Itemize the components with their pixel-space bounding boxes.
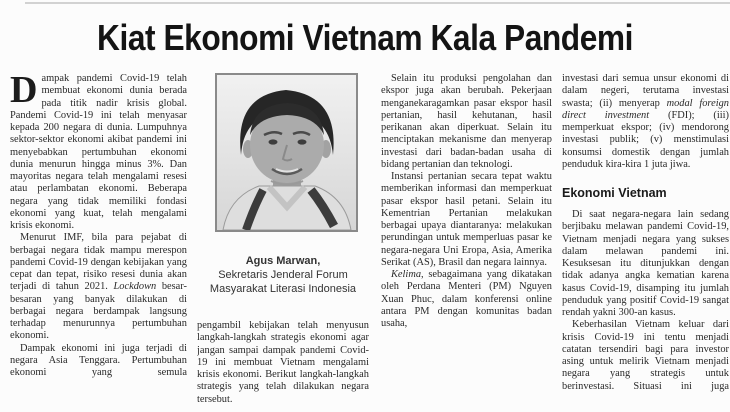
text-run: Keberhasilan Vietnam keluar dari krisis Covid-19 ini tentu menjadi catatan tersendiri bagi para investor asing untuk melirik Vietnam menjadi negara yang strategis untuk berinvestasi. Situasi ini juga bbox=[562, 319, 729, 392]
text-run: (FDI); (iii) memperkuat ekspor; (iv) mendorong investasi publik; (v) menstimulasi konsumsi domestik dengan jumlah penduduk kira-kira 1 juta jiwa. bbox=[562, 109, 729, 170]
author-photo-block bbox=[197, 73, 369, 296]
italic-text-run: Kelima bbox=[391, 269, 422, 280]
article-column-2 bbox=[197, 68, 369, 412]
section-heading: Ekonomi Vietnam bbox=[562, 186, 667, 200]
text-run: pengambil kebijakan telah menyusun langkah-langkah strategis ekonomi agar jangan sampai dampak pandemi Covid-19 ini membuat Vietnam mengalami krisis ekonomi. Berikut langkah-langkah strategis yang telah dilakukan negara tersebut. bbox=[197, 320, 369, 405]
article-column-4 bbox=[562, 68, 729, 412]
text-run: ampak pandemi Covid-19 telah membuat ekonomi dunia berada pada titik nadir krisis global. Pandemi Covid-19 ini telah menyasar kepada 200 negara di dunia. Lumpuhnya sektor-sektor ekonomi akibat pandemi ini menyebabkan pertumbuhan ekonomi dunia menurun hingga minus 3%. Dan mayoritas negara telah mengalami resesi atau perlambatan ekonomi. Beberapa negara yang tidak memiliki fondasi ekonomi yang kuat, telah mengalami krisis ekonomi. bbox=[10, 73, 187, 231]
text-run: , sebagaimana yang dikatakan oleh Perdana Menteri (PM) Nguyen Xuan Phuc, dalam konferensi online antara PM dengan komunitas badan usaha, bbox=[381, 269, 552, 329]
paragraph bbox=[381, 269, 552, 330]
caption-author-name: Agus Marwan, bbox=[245, 255, 321, 267]
text-run: investasi dari semua unsur ekonomi di dalam negeri, terutama investasi swasta; (ii) menyerap bbox=[562, 73, 729, 109]
portrait-illustration bbox=[217, 75, 356, 230]
paragraph bbox=[10, 69, 187, 232]
top-rule bbox=[25, 2, 730, 4]
paragraph bbox=[381, 171, 552, 269]
paragraph bbox=[562, 209, 729, 319]
paragraph bbox=[10, 232, 187, 342]
paragraph bbox=[10, 343, 187, 380]
author-portrait-photo bbox=[215, 73, 358, 232]
article-title: Kiat Ekonomi Vietnam Kala Pandemi bbox=[97, 17, 633, 58]
caption-author-role: Sekretaris Jenderal Forum Masyarakat Literasi Indonesia bbox=[209, 269, 357, 295]
text-run: Selain itu produksi pengolahan dan ekspor juga akan berubah. Pekerjaan menganekaragamkan pasar ekspor hasil pertanian, hasil kehutanan, hasil perikanan akan diperkuat. Selain itu menciptakan mekanisme dan menyerap investasi dari badan-badan usaha di bidang pertanian dan teknologi. bbox=[381, 73, 552, 170]
text-run: Instansi pertanian secara tepat waktu memberikan informasi dan memperkuat pasar ekspor hasil petani. Selain itu Kementrian Pertanian melakukan berbagai upaya diantaranya: melakukan perundingan untuk memperluas pasar ke negara-negara Uni Eropa, Asia, Amerika Serikat (AS), Brasil dan negara lainnya. bbox=[381, 171, 552, 268]
italic-text-run: Lockdown bbox=[113, 281, 157, 293]
text-run: Menurut IMF, bila para pejabat di berbagai negara tidak mampu merespon pandemi Covid-19 dengan kebijakan yang cepat dan tepat, risiko resesi dunia akan terjadi di tahun 2021. bbox=[10, 232, 187, 293]
drop-cap: D bbox=[10, 69, 38, 111]
article-column-3 bbox=[381, 68, 552, 412]
italic-text-run: modal foreign direct investment bbox=[562, 97, 729, 121]
paragraph bbox=[381, 73, 552, 171]
paragraph bbox=[562, 73, 729, 171]
text-run: Dampak ekonomi ini juga terjadi di negara Asia Tenggara. Pertumbuhan ekonomi yang semula bbox=[10, 342, 187, 378]
text-run: Di saat negara-negara lain sedang berjibaku melawan pandemi Covid-19, Vietnam menjadi negara yang sukses dalam melawan pandemi ini. Kesuksesan itu ditunjukkan dengan tidak adanya angka kematian karena kasus Covid-19, disamping itu jumlah penduduk yang positif Covid-19 sangat rendah yakni 300-an kasus. bbox=[562, 209, 729, 318]
paragraph bbox=[562, 319, 729, 393]
photo-caption bbox=[197, 254, 369, 296]
paragraph bbox=[197, 320, 369, 406]
article-column-1 bbox=[10, 68, 187, 412]
text-run: besar-besaran yang banyak dilakukan di berbagai negara berdampak langsung terhadap menurunnya pertumbuhan ekonomi. bbox=[10, 281, 187, 342]
